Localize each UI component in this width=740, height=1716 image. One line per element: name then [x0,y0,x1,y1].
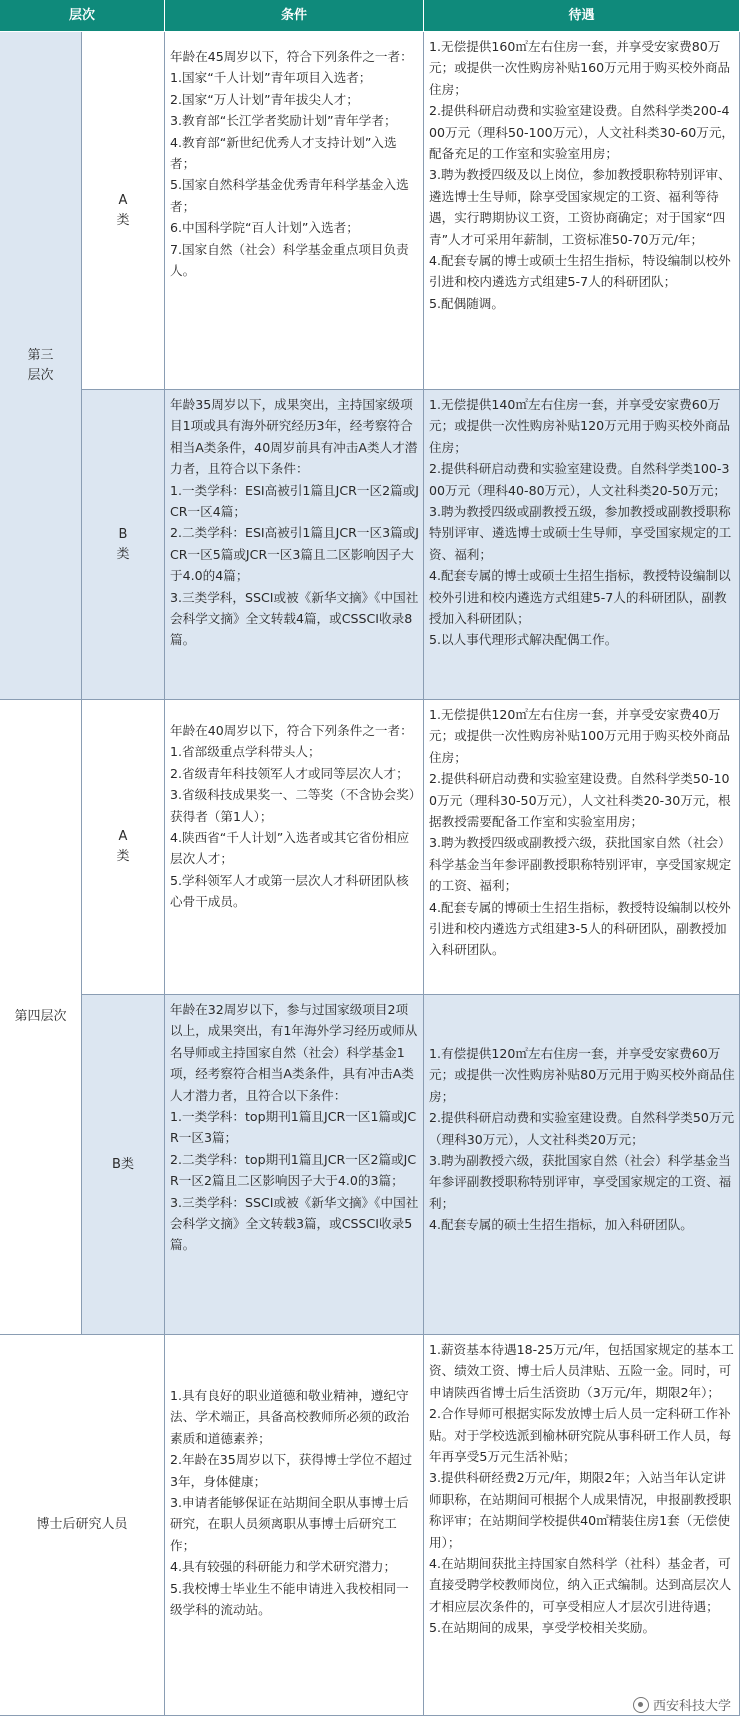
wechat-logo-icon [633,1697,649,1713]
header-level: 层次 [0,0,165,32]
treatment-fourth-a: 1.无偿提供120㎡左右住房一套，并享受安家费40万元；或提供一次性购房补贴100万元用于购买校外商品住房； 2.提供科研启动费和实验室建设费。自然科学类50-100万元（理科30-50万元），人文社科类20-30万元，根据教授需要配备工作室和实验室用房； 3.聘为教授四级或副教授六级，获批国家自然（社会）科学基金当年参评副教授职称特别评审，享受国家规定的工资、福利； 4.配套专属的博硕士生招生指标，教授特设编制以校外引进和校内遴选方式组建3-5人的科研团队，副教授加入科研团队。 [424,700,740,995]
header-condition: 条件 [165,0,424,32]
category-fourth-a: A 类 [82,700,165,995]
condition-fourth-a: 年龄在40周岁以下，符合下列条件之一者： 1.省部级重点学科带头人； 2.省级青年科技领军人才或同等层次人才； 3.省级科技成果奖一、二等奖（不含协会奖）获得者（第1人）； 4.陕西省“千人计划”入选者或其它省份相应层次人才； 5.学科领军人才或第一层次人才科研团队核心骨干成员。 [165,700,424,995]
watermark [630,1695,734,1714]
category-third-b: B 类 [82,390,165,700]
header-treatment: 待遇 [424,0,740,32]
tier-postdoc: 博士后研究人员 [0,1335,165,1716]
category-third-a: A 类 [82,32,165,390]
tier-fourth-level: 第四层次 [0,700,82,1335]
tier-third-level: 第三 层次 [0,32,82,700]
watermark-text: 西安科技大学 [652,1699,731,1714]
condition-third-b: 年龄35周岁以下，成果突出，主持国家级项目1项或具有海外研究经历3年，经考察符合相当A类条件，40周岁前具有冲击A类人才潜力者，且符合以下条件： 1.一类学科：ESI高被引1篇且JCR一区2篇或JCR一区4篇； 2.二类学科：ESI高被引1篇且JCR一区3篇或JCR一区5篇或JCR一区3篇且二区影响因子大于4.0的4篇； 3.三类学科，SSCI或被《新华文摘》《中国社会科学文摘》全文转载4篇，或CSSCI收录8篇。 [165,390,424,700]
condition-fourth-b: 年龄在32周岁以下，参与过国家级项目2项以上，成果突出，有1年海外学习经历或师从名导师或主持国家自然（社会）科学基金1项，经考察符合相当A类条件，具有冲击A类人才潜力者，且符合以下条件： 1.一类学科：top期刊1篇且JCR一区1篇或JCR一区3篇； 2.二类学科：top期刊1篇且JCR一区2篇或JCR一区2篇且二区影响因子大于4.0的3篇； 3.三类学科：SSCI或被《新华文摘》《中国社会科学文摘》全文转载3篇，或CSSCI收录5篇。 [165,995,424,1335]
treatment-third-b: 1.无偿提供140㎡左右住房一套，并享受安家费60万元；或提供一次性购房补贴120万元用于购买校外商品住房； 2.提供科研启动费和实验室建设费。自然科学类100-300万元（理科40-80万元），人文社科类20-50万元； 3.聘为教授四级或副教授五级，参加教授或副教授职称特别评审、遴选博士或硕士生导师，享受国家规定的工资、福利； 4.配套专属的博士或硕士生招生指标，教授特设编制以校外引进和校内遴选方式组建5-7人的科研团队，副教授加入科研团队； 5.以人事代理形式解决配偶工作。 [424,390,740,700]
treatment-fourth-b: 1.有偿提供120㎡左右住房一套，并享受安家费60万元；或提供一次性购房补贴80万元用于购买校外商品住房； 2.提供科研启动费和实验室建设费。自然科学类50万元（理科30万元），人文社科类20万元； 3.聘为副教授六级，获批国家自然（社会）科学基金当年参评副教授职称特别评审，享受国家规定的工资、福利； 4.配套专属的硕士生招生指标，加入科研团队。 [424,995,740,1335]
condition-postdoc: 1.具有良好的职业道德和敬业精神，遵纪守法、学术端正，具备高校教师所必须的政治素质和道德素养； 2.年龄在35周岁以下，获得博士学位不超过3年，身体健康； 3.申请者能够保证在站期间全职从事博士后研究，在职人员须离职从事博士后研究工作； 4.具有较强的科研能力和学术研究潜力； 5.我校博士毕业生不能申请进入我校相同一级学科的流动站。 [165,1335,424,1716]
condition-third-a: 年龄在45周岁以下，符合下列条件之一者： 1.国家“千人计划”青年项目入选者； 2.国家“万人计划”青年拔尖人才； 3.教育部“长江学者奖励计划”青年学者； 4.教育部“新世纪优秀人才支持计划”入选者； 5.国家自然科学基金优秀青年科学基金入选者； 6.中国科学院“百人计划”入选者； 7.国家自然（社会）科学基金重点项目负责人。 [165,32,424,390]
treatment-postdoc: 1.薪资基本待遇18-25万元/年，包括国家规定的基本工资、绩效工资、博士后人员津贴、五险一金。同时，可申请陕西省博士后生活资助（3万元/年，期限2年）； 2.合作导师可根据实际发放博士后人员一定科研工作补贴。对于学校选派到榆林研究院从事科研工作人员，每年再享受5万元生活补贴； 3.提供科研经费2万元/年，期限2年；入站当年认定讲师职称，在站期间可根据个人成果情况，申报副教授职称评审；在站期间学校提供40㎡精装住房1套（无偿使用）； 4.在站期间获批主持国家自然科学（社科）基金者，可直接受聘学校教师岗位，纳入正式编制。达到高层次人才相应层次条件的，可享受相应人才层次引进待遇； 5.在站期间的成果，享受学校相关奖励。 [424,1335,740,1716]
treatment-third-a: 1.无偿提供160㎡左右住房一套，并享受安家费80万元；或提供一次性购房补贴160万元用于购买校外商品住房； 2.提供科研启动费和实验室建设费。自然科学类200-400万元（理科50-100万元），人文社科类30-60万元，配备充足的工作室和实验室用房； 3.聘为教授四级及以上岗位，参加教授职称特别评审、遴选博士生导师，除享受国家规定的工资、福利等待遇，实行聘期协议工资，工资协商确定；对于国家“四青”人才可采用年薪制，工资标准50-70万元/年； 4.配套专属的博士或硕士生招生指标，特设编制以校外引进和校内遴选方式组建5-7人的科研团队； 5.配偶随调。 [424,32,740,390]
category-fourth-b: B类 [82,995,165,1335]
